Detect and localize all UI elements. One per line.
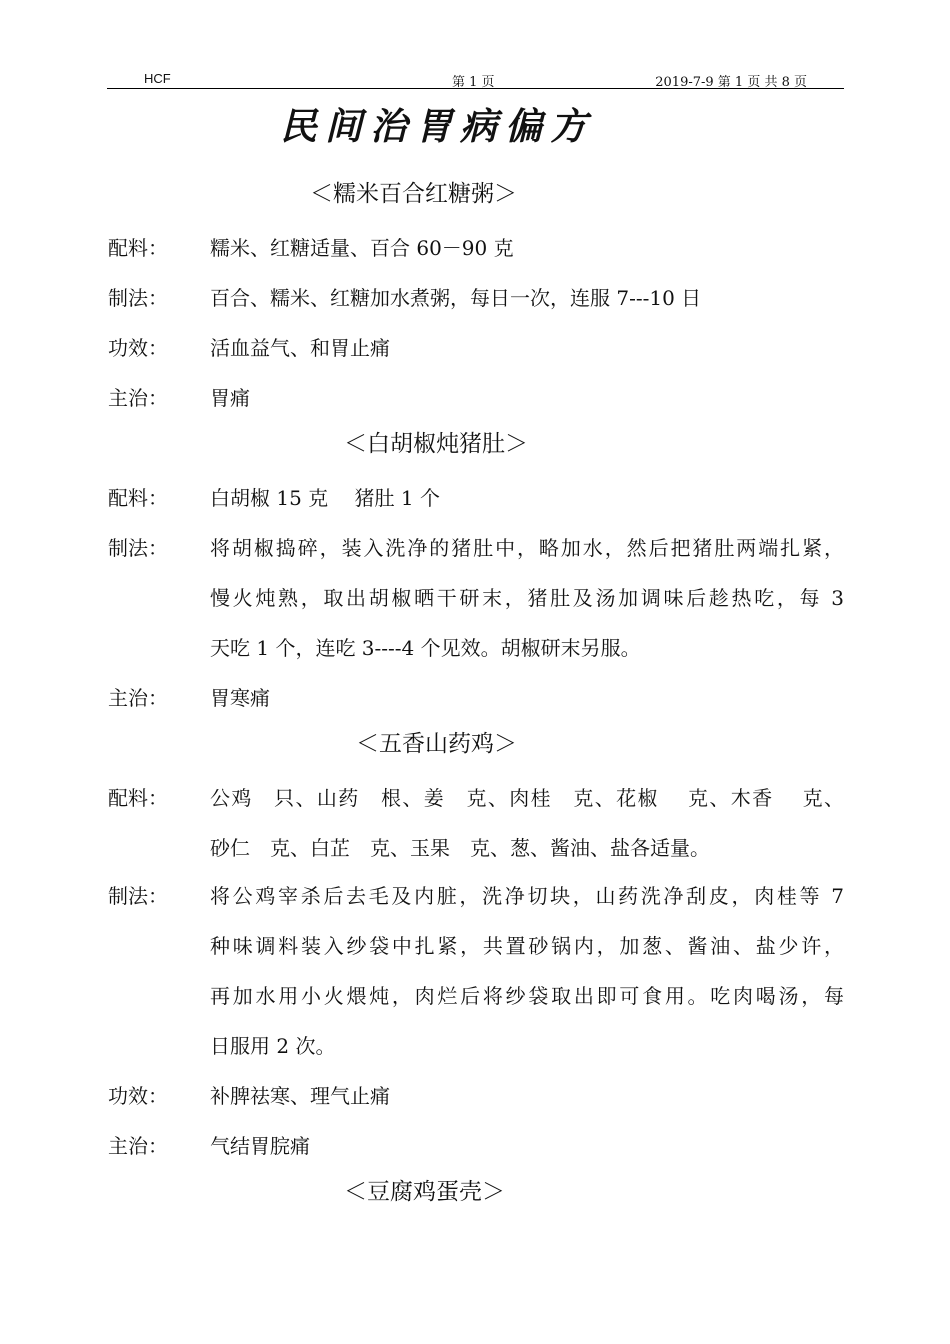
recipe-title: ＜豆腐鸡蛋壳＞ (344, 1179, 505, 1205)
field-text: 气结胃脘痛 (210, 1134, 310, 1158)
recipe-title: ＜五香山药鸡＞ (356, 731, 517, 757)
field-label: 主治： (108, 686, 168, 710)
field-text: 再加水用小火煨炖，肉烂后将纱袋取出即可食用。吃肉喝汤，每 (210, 984, 844, 1008)
field-text: 补脾祛寒、理气止痛 (210, 1084, 390, 1108)
field-label: 配料： (108, 786, 168, 810)
header-page-number: 第 1 页 (452, 75, 495, 90)
field-text: 白胡椒 15 克 猪肚 1 个 (210, 486, 440, 510)
field-text: 公鸡 只、山药 根、姜 克、肉桂 克、花椒 克、木香 克、 (210, 786, 844, 810)
field-text: 慢火炖熟，取出胡椒晒干研末，猪肚及汤加调味后趁热吃，每 3 (210, 586, 844, 610)
field-label: 主治： (108, 386, 168, 410)
field-text: 活血益气、和胃止痛 (210, 336, 390, 360)
page-header (107, 70, 844, 89)
field-text: 将公鸡宰杀后去毛及内脏，洗净切块，山药洗净刮皮，肉桂等 7 (210, 884, 844, 908)
header-left-text: HCF (144, 71, 171, 86)
field-text: 胃寒痛 (210, 686, 270, 710)
field-label: 配料： (108, 236, 168, 260)
field-text: 种味调料装入纱袋中扎紧，共置砂锅内，加葱、酱油、盐少许， (210, 934, 844, 958)
field-text: 糯米、红糖适量、百合 60－90 克 (210, 236, 514, 260)
field-label: 配料： (108, 486, 168, 510)
recipe-title: ＜糯米百合红糖粥＞ (310, 181, 517, 207)
field-text: 将胡椒捣碎，装入洗净的猪肚中，略加水，然后把猪肚两端扎紧， (210, 536, 844, 560)
field-text: 日服用 2 次。 (210, 1034, 336, 1058)
field-label: 功效： (108, 336, 168, 360)
recipe-title: ＜白胡椒炖猪肚＞ (344, 431, 528, 457)
field-text: 天吃 1 个，连吃 3----4 个见效。胡椒研末另服。 (210, 636, 641, 660)
field-label: 制法： (108, 884, 168, 908)
field-text: 砂仁 克、白芷 克、玉果 克、葱、酱油、盐各适量。 (210, 836, 710, 860)
document-title: 民间治胃病偏方 (280, 104, 595, 148)
field-label: 功效： (108, 1084, 168, 1108)
field-text: 胃痛 (210, 386, 250, 410)
field-label: 制法： (108, 536, 168, 560)
field-label: 制法： (108, 286, 168, 310)
field-text: 百合、糯米、红糖加水煮粥，每日一次，连服 7---10 日 (210, 286, 702, 310)
header-date-pages: 2019-7-9 第 1 页 共 8 页 (655, 75, 807, 90)
field-label: 主治： (108, 1134, 168, 1158)
